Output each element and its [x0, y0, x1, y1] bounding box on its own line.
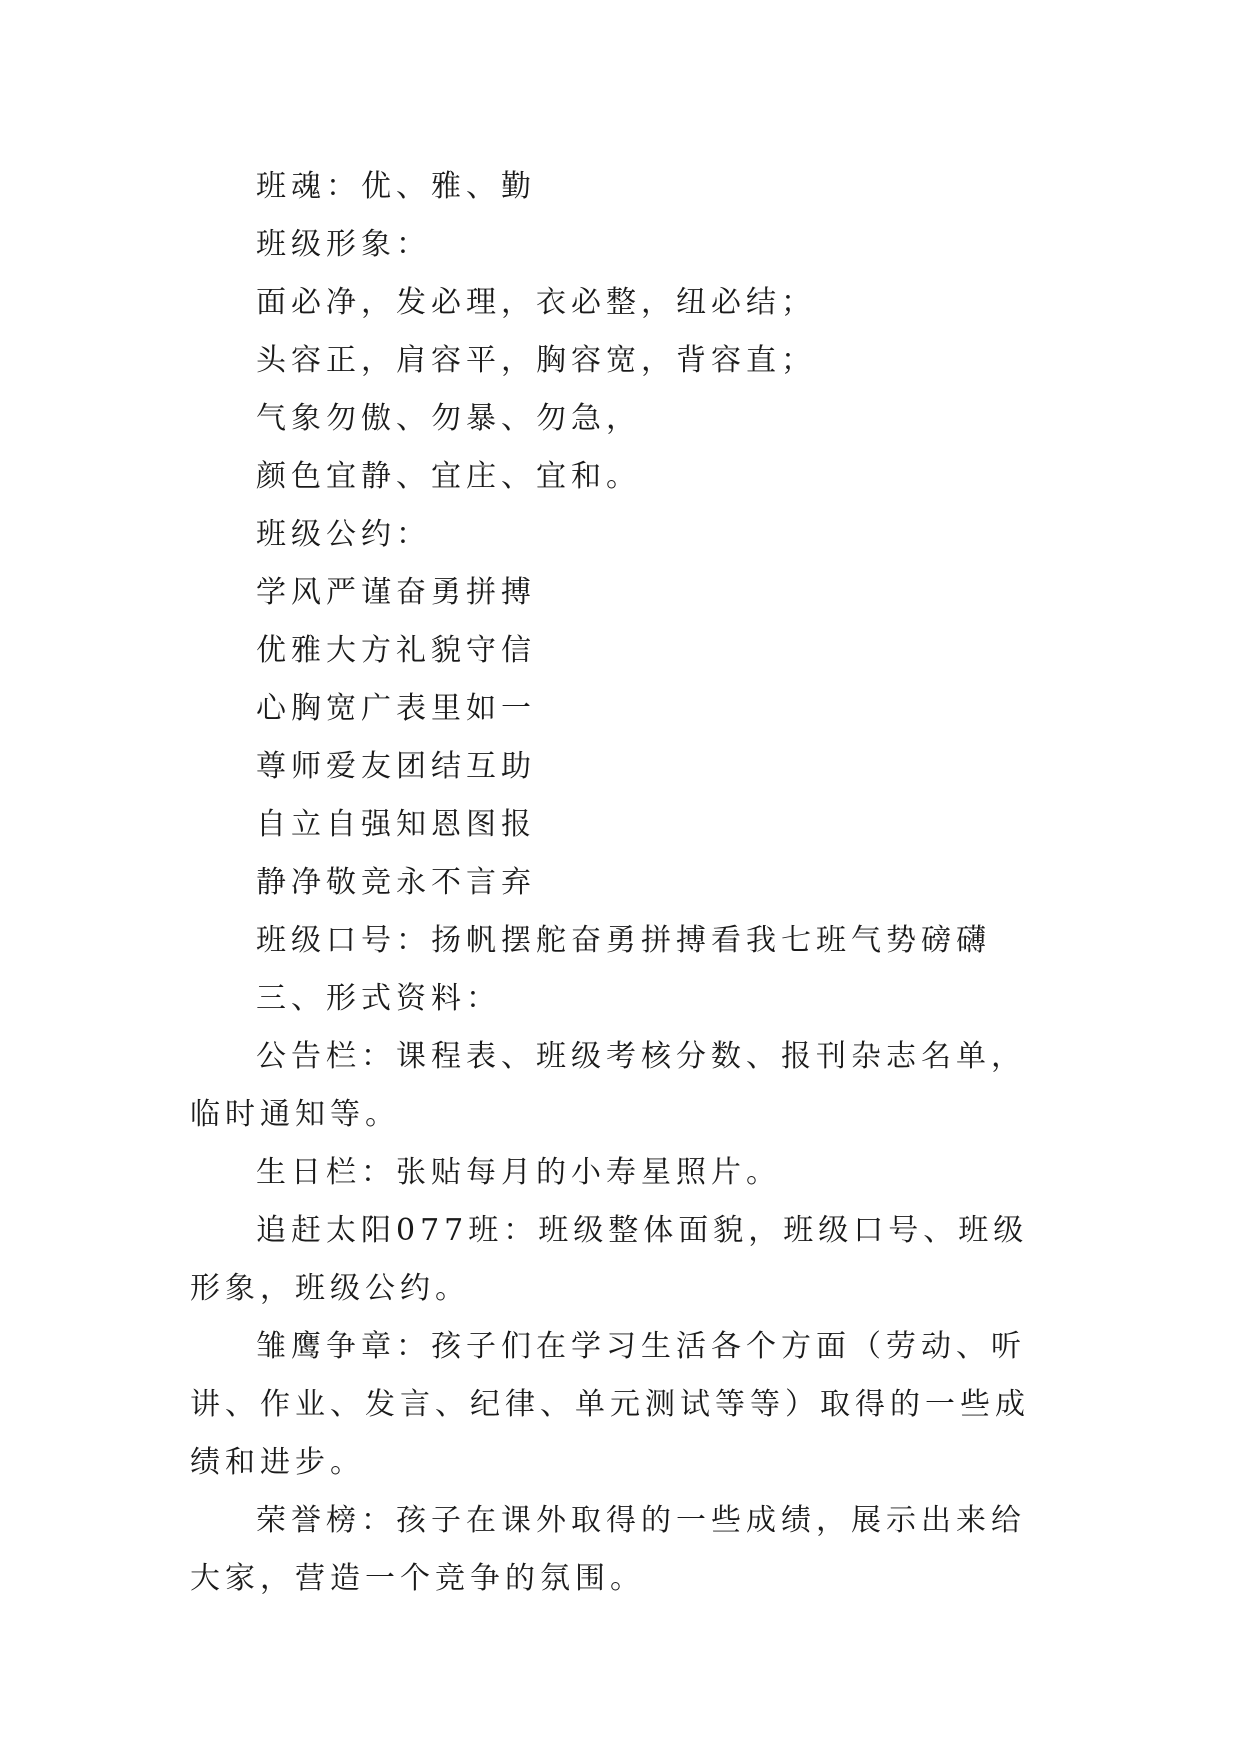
document-body — [190, 158, 1060, 1608]
paragraph-rule-3: 心胸宽广表里如一 — [256, 691, 536, 726]
paragraph-honor-roll: 荣誉榜：孩子在课外取得的一些成绩，展示出来给大家，营造一个竞争的氛围。 — [190, 1503, 1026, 1596]
paragraph-rule-6: 静净敬竞永不言弃 — [256, 865, 536, 900]
paragraph-rule-1: 学风严谨奋勇拼搏 — [256, 575, 536, 610]
paragraph-image-line-1: 面必净，发必理，衣必整，纽必结； — [256, 285, 816, 320]
paragraph-section-three-heading: 三、形式资料： — [256, 981, 501, 1016]
paragraph-image-line-2: 头容正，肩容平，胸容宽，背容直； — [256, 343, 816, 378]
paragraph-class-soul: 班魂：优、雅、勤 — [256, 169, 536, 204]
paragraph-class-rules-heading: 班级公约： — [256, 517, 431, 552]
paragraph-eaglet-badges: 雏鹰争章：孩子们在学习生活各个方面（劳动、听讲、作业、发言、纪律、单元测试等等）取得的一些成绩和进步。 — [190, 1329, 1030, 1480]
paragraph-image-line-4: 颜色宜静、宜庄、宜和。 — [256, 459, 641, 494]
paragraph-class-image-heading: 班级形象： — [256, 227, 431, 262]
paragraph-rule-2: 优雅大方礼貌守信 — [256, 633, 536, 668]
paragraph-class-slogan: 班级口号：扬帆摆舵奋勇拼搏看我七班气势磅礴 — [256, 923, 991, 958]
paragraph-birthday-board: 生日栏：张贴每月的小寿星照片。 — [256, 1155, 781, 1190]
paragraph-chase-the-sun: 追赶太阳077班：班级整体面貌，班级口号、班级形象，班级公约。 — [190, 1213, 1029, 1306]
paragraph-rule-4: 尊师爱友团结互助 — [256, 749, 536, 784]
paragraph-rule-5: 自立自强知恩图报 — [256, 807, 536, 842]
paragraph-bulletin-board: 公告栏：课程表、班级考核分数、报刊杂志名单，临时通知等。 — [190, 1039, 1026, 1132]
paragraph-image-line-3: 气象勿傲、勿暴、勿急， — [256, 401, 641, 436]
